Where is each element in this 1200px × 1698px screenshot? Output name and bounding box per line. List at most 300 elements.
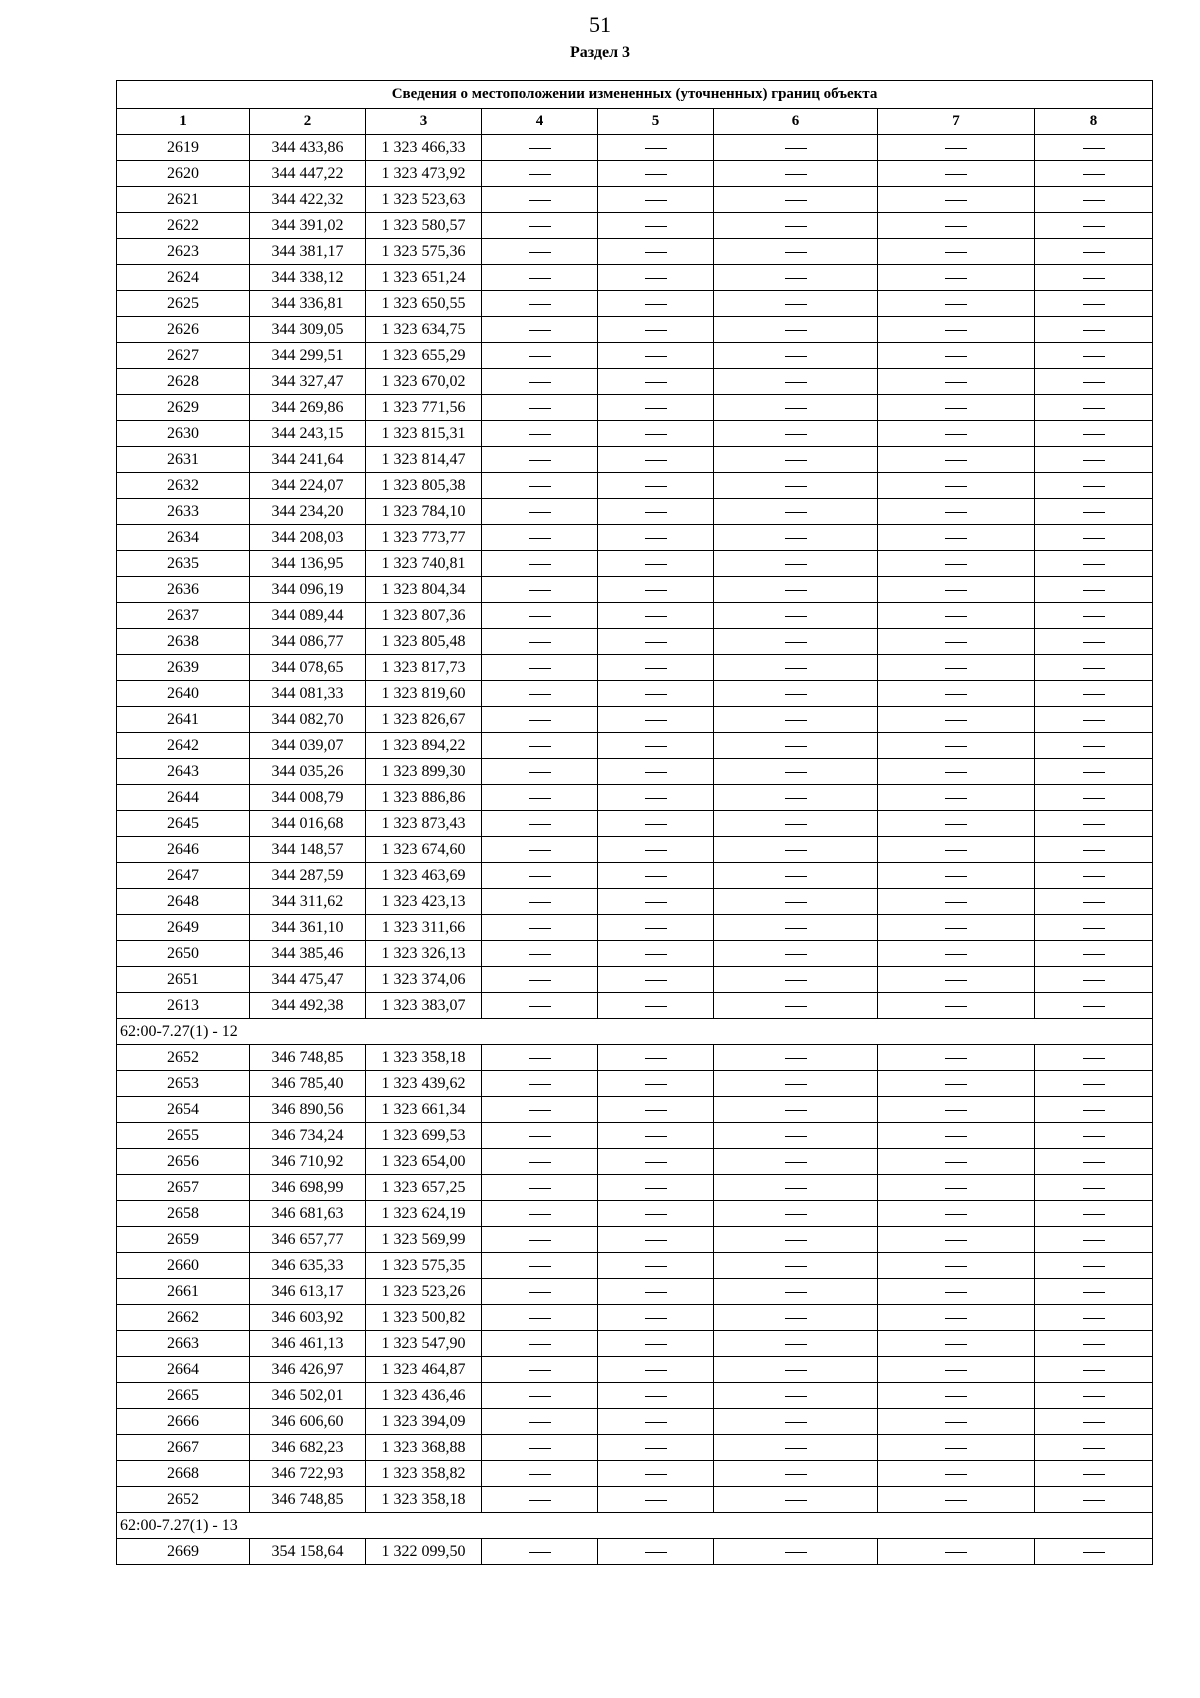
dash-mark xyxy=(529,642,551,643)
dash-mark xyxy=(529,694,551,695)
empty-value-cell xyxy=(878,603,1035,629)
empty-value-cell xyxy=(598,863,714,889)
dash-mark xyxy=(645,1292,667,1293)
point-number: 2639 xyxy=(117,655,250,681)
coordinate-x: 344 385,46 xyxy=(250,941,366,967)
empty-value-cell xyxy=(714,1539,878,1565)
dash-mark xyxy=(1083,772,1105,773)
empty-value-cell xyxy=(482,161,598,187)
point-number: 2628 xyxy=(117,369,250,395)
coordinate-x: 344 475,47 xyxy=(250,967,366,993)
coordinate-x: 344 311,62 xyxy=(250,889,366,915)
empty-value-cell xyxy=(878,1175,1035,1201)
empty-value-cell xyxy=(1035,837,1153,863)
dash-mark xyxy=(785,252,807,253)
empty-value-cell xyxy=(1035,1201,1153,1227)
table-row xyxy=(117,369,1153,395)
empty-value-cell xyxy=(598,499,714,525)
empty-value-cell xyxy=(1035,1435,1153,1461)
empty-value-cell xyxy=(482,1175,598,1201)
dash-mark xyxy=(945,148,967,149)
dash-mark xyxy=(945,434,967,435)
empty-value-cell xyxy=(598,239,714,265)
dash-mark xyxy=(645,616,667,617)
empty-value-cell xyxy=(878,577,1035,603)
point-number: 2647 xyxy=(117,863,250,889)
empty-value-cell xyxy=(878,239,1035,265)
dash-mark xyxy=(785,1006,807,1007)
empty-value-cell xyxy=(1035,213,1153,239)
dash-mark xyxy=(945,460,967,461)
dash-mark xyxy=(785,824,807,825)
empty-value-cell xyxy=(878,499,1035,525)
empty-value-cell xyxy=(878,941,1035,967)
coordinate-x: 344 096,19 xyxy=(250,577,366,603)
dash-mark xyxy=(529,590,551,591)
point-number: 2643 xyxy=(117,759,250,785)
coordinate-y: 1 323 569,99 xyxy=(366,1227,482,1253)
empty-value-cell xyxy=(714,473,878,499)
coordinate-y: 1 323 523,26 xyxy=(366,1279,482,1305)
dash-mark xyxy=(529,382,551,383)
dash-mark xyxy=(645,720,667,721)
point-number: 2662 xyxy=(117,1305,250,1331)
empty-value-cell xyxy=(714,759,878,785)
dash-mark xyxy=(1083,616,1105,617)
empty-value-cell xyxy=(878,655,1035,681)
empty-value-cell xyxy=(598,837,714,863)
dash-mark xyxy=(645,1318,667,1319)
empty-value-cell xyxy=(714,889,878,915)
point-number: 2634 xyxy=(117,525,250,551)
dash-mark xyxy=(645,668,667,669)
coordinate-y: 1 323 368,88 xyxy=(366,1435,482,1461)
empty-value-cell xyxy=(1035,291,1153,317)
coordinate-y: 1 323 358,18 xyxy=(366,1045,482,1071)
empty-value-cell xyxy=(1035,603,1153,629)
dash-mark xyxy=(529,954,551,955)
dash-mark xyxy=(785,226,807,227)
coordinate-y: 1 323 575,36 xyxy=(366,239,482,265)
empty-value-cell xyxy=(482,577,598,603)
point-number: 2633 xyxy=(117,499,250,525)
empty-value-cell xyxy=(482,1279,598,1305)
column-number: 2 xyxy=(250,109,366,135)
dash-mark xyxy=(1083,798,1105,799)
dash-mark xyxy=(1083,1474,1105,1475)
dash-mark xyxy=(529,720,551,721)
empty-value-cell xyxy=(482,1071,598,1097)
dash-mark xyxy=(785,928,807,929)
point-number: 2641 xyxy=(117,707,250,733)
dash-mark xyxy=(1083,1058,1105,1059)
dash-mark xyxy=(785,382,807,383)
table-row xyxy=(117,1461,1153,1487)
coordinate-x: 346 681,63 xyxy=(250,1201,366,1227)
table-row xyxy=(117,1487,1153,1513)
dash-mark xyxy=(645,408,667,409)
empty-value-cell xyxy=(1035,161,1153,187)
empty-value-cell xyxy=(598,1123,714,1149)
empty-value-cell xyxy=(482,629,598,655)
empty-value-cell xyxy=(598,759,714,785)
boundary-coordinates-table xyxy=(116,80,1153,1565)
dash-mark xyxy=(945,1318,967,1319)
coordinate-y: 1 323 624,19 xyxy=(366,1201,482,1227)
dash-mark xyxy=(1083,330,1105,331)
dash-mark xyxy=(529,1266,551,1267)
empty-value-cell xyxy=(598,1305,714,1331)
coordinate-y: 1 323 439,62 xyxy=(366,1071,482,1097)
table-row xyxy=(117,187,1153,213)
dash-mark xyxy=(945,954,967,955)
empty-value-cell xyxy=(878,915,1035,941)
coordinate-x: 346 461,13 xyxy=(250,1331,366,1357)
empty-value-cell xyxy=(714,525,878,551)
dash-mark xyxy=(945,1214,967,1215)
empty-value-cell xyxy=(598,1279,714,1305)
dash-mark xyxy=(945,616,967,617)
dash-mark xyxy=(945,876,967,877)
column-number: 7 xyxy=(878,109,1035,135)
dash-mark xyxy=(645,200,667,201)
coordinate-y: 1 323 654,00 xyxy=(366,1149,482,1175)
dash-mark xyxy=(785,538,807,539)
dash-mark xyxy=(945,798,967,799)
dash-mark xyxy=(645,928,667,929)
empty-value-cell xyxy=(878,1357,1035,1383)
empty-value-cell xyxy=(598,655,714,681)
empty-value-cell xyxy=(1035,421,1153,447)
point-number: 2657 xyxy=(117,1175,250,1201)
coordinate-y: 1 323 804,34 xyxy=(366,577,482,603)
dash-mark xyxy=(529,1448,551,1449)
dash-mark xyxy=(645,1448,667,1449)
empty-value-cell xyxy=(714,681,878,707)
empty-value-cell xyxy=(598,1227,714,1253)
table-row xyxy=(117,941,1153,967)
dash-mark xyxy=(529,1396,551,1397)
dash-mark xyxy=(645,148,667,149)
dash-mark xyxy=(645,1396,667,1397)
empty-value-cell xyxy=(878,317,1035,343)
dash-mark xyxy=(1083,1500,1105,1501)
dash-mark xyxy=(1083,902,1105,903)
column-number: 1 xyxy=(117,109,250,135)
empty-value-cell xyxy=(482,941,598,967)
dash-mark xyxy=(1083,1162,1105,1163)
empty-value-cell xyxy=(1035,759,1153,785)
dash-mark xyxy=(945,824,967,825)
dash-mark xyxy=(645,434,667,435)
dash-mark xyxy=(1083,434,1105,435)
dash-mark xyxy=(1083,642,1105,643)
dash-mark xyxy=(785,1058,807,1059)
dash-mark xyxy=(945,512,967,513)
dash-mark xyxy=(1083,1084,1105,1085)
dash-mark xyxy=(645,356,667,357)
empty-value-cell xyxy=(482,681,598,707)
point-number: 2658 xyxy=(117,1201,250,1227)
empty-value-cell xyxy=(598,785,714,811)
empty-value-cell xyxy=(878,681,1035,707)
table-row xyxy=(117,1357,1153,1383)
empty-value-cell xyxy=(482,1383,598,1409)
empty-value-cell xyxy=(1035,447,1153,473)
dash-mark xyxy=(529,1214,551,1215)
coordinate-x: 344 081,33 xyxy=(250,681,366,707)
empty-value-cell xyxy=(1035,1305,1153,1331)
coordinate-y: 1 323 807,36 xyxy=(366,603,482,629)
table-row xyxy=(117,1175,1153,1201)
empty-value-cell xyxy=(598,213,714,239)
coordinate-x: 344 447,22 xyxy=(250,161,366,187)
dash-mark xyxy=(645,252,667,253)
empty-value-cell xyxy=(598,707,714,733)
empty-value-cell xyxy=(714,1149,878,1175)
dash-mark xyxy=(529,304,551,305)
table-row xyxy=(117,1201,1153,1227)
dash-mark xyxy=(945,304,967,305)
dash-mark xyxy=(529,1084,551,1085)
coordinate-y: 1 323 873,43 xyxy=(366,811,482,837)
dash-mark xyxy=(945,1292,967,1293)
empty-value-cell xyxy=(878,967,1035,993)
point-number: 2623 xyxy=(117,239,250,265)
empty-value-cell xyxy=(1035,889,1153,915)
empty-value-cell xyxy=(1035,499,1153,525)
empty-value-cell xyxy=(482,499,598,525)
empty-value-cell xyxy=(598,1435,714,1461)
dash-mark xyxy=(1083,850,1105,851)
point-number: 2652 xyxy=(117,1487,250,1513)
coordinate-y: 1 323 817,73 xyxy=(366,655,482,681)
empty-value-cell xyxy=(878,1409,1035,1435)
dash-mark xyxy=(1083,252,1105,253)
dash-mark xyxy=(529,174,551,175)
empty-value-cell xyxy=(714,707,878,733)
empty-value-cell xyxy=(1035,1357,1153,1383)
coordinate-y: 1 323 771,56 xyxy=(366,395,482,421)
empty-value-cell xyxy=(598,187,714,213)
empty-value-cell xyxy=(878,1097,1035,1123)
empty-value-cell xyxy=(1035,941,1153,967)
dash-mark xyxy=(785,1214,807,1215)
empty-value-cell xyxy=(598,1331,714,1357)
dash-mark xyxy=(529,1422,551,1423)
empty-value-cell xyxy=(1035,811,1153,837)
empty-value-cell xyxy=(1035,1097,1153,1123)
dash-mark xyxy=(645,564,667,565)
table-row xyxy=(117,1539,1153,1565)
coordinate-y: 1 323 661,34 xyxy=(366,1097,482,1123)
table-row xyxy=(117,707,1153,733)
dash-mark xyxy=(529,200,551,201)
table-row xyxy=(117,655,1153,681)
dash-mark xyxy=(785,278,807,279)
table-row xyxy=(117,213,1153,239)
dash-mark xyxy=(645,980,667,981)
dash-mark xyxy=(785,1240,807,1241)
empty-value-cell xyxy=(878,1435,1035,1461)
empty-value-cell xyxy=(714,265,878,291)
point-number: 2620 xyxy=(117,161,250,187)
empty-value-cell xyxy=(598,967,714,993)
empty-value-cell xyxy=(878,1461,1035,1487)
dash-mark xyxy=(529,330,551,331)
dash-mark xyxy=(785,200,807,201)
coordinate-y: 1 323 394,09 xyxy=(366,1409,482,1435)
coordinate-x: 346 890,56 xyxy=(250,1097,366,1123)
coordinate-x: 344 338,12 xyxy=(250,265,366,291)
empty-value-cell xyxy=(878,707,1035,733)
coordinate-x: 344 208,03 xyxy=(250,525,366,551)
empty-value-cell xyxy=(482,1123,598,1149)
dash-mark xyxy=(529,616,551,617)
dash-mark xyxy=(529,746,551,747)
table-row xyxy=(117,551,1153,577)
point-number: 2661 xyxy=(117,1279,250,1305)
coordinate-y: 1 323 523,63 xyxy=(366,187,482,213)
empty-value-cell xyxy=(598,1175,714,1201)
dash-mark xyxy=(945,642,967,643)
dash-mark xyxy=(645,876,667,877)
table-row xyxy=(117,1149,1153,1175)
empty-value-cell xyxy=(878,629,1035,655)
empty-value-cell xyxy=(878,369,1035,395)
dash-mark xyxy=(785,694,807,695)
dash-mark xyxy=(945,850,967,851)
coordinate-y: 1 323 311,66 xyxy=(366,915,482,941)
dash-mark xyxy=(945,694,967,695)
empty-value-cell xyxy=(714,1383,878,1409)
empty-value-cell xyxy=(598,941,714,967)
dash-mark xyxy=(945,668,967,669)
point-number: 2642 xyxy=(117,733,250,759)
dash-mark xyxy=(529,850,551,851)
coordinate-x: 344 287,59 xyxy=(250,863,366,889)
empty-value-cell xyxy=(878,265,1035,291)
dash-mark xyxy=(529,1474,551,1475)
dash-mark xyxy=(1083,174,1105,175)
empty-value-cell xyxy=(714,603,878,629)
empty-value-cell xyxy=(1035,733,1153,759)
empty-value-cell xyxy=(1035,915,1153,941)
coordinate-x: 346 682,23 xyxy=(250,1435,366,1461)
coordinate-x: 344 269,86 xyxy=(250,395,366,421)
page-number: 51 xyxy=(589,12,611,37)
empty-value-cell xyxy=(598,161,714,187)
dash-mark xyxy=(785,1292,807,1293)
point-number: 2627 xyxy=(117,343,250,369)
table-row xyxy=(117,1305,1153,1331)
coordinate-x: 346 722,93 xyxy=(250,1461,366,1487)
point-number: 2651 xyxy=(117,967,250,993)
empty-value-cell xyxy=(482,889,598,915)
table-row xyxy=(117,1071,1153,1097)
coordinate-y: 1 323 466,33 xyxy=(366,135,482,161)
dash-mark xyxy=(645,1552,667,1553)
point-number: 2625 xyxy=(117,291,250,317)
dash-mark xyxy=(1083,1266,1105,1267)
empty-value-cell xyxy=(878,1487,1035,1513)
empty-value-cell xyxy=(598,343,714,369)
point-number: 2631 xyxy=(117,447,250,473)
group-heading-row xyxy=(117,1513,1153,1539)
empty-value-cell xyxy=(878,1227,1035,1253)
dash-mark xyxy=(645,330,667,331)
empty-value-cell xyxy=(878,785,1035,811)
dash-mark xyxy=(785,1188,807,1189)
point-number: 2619 xyxy=(117,135,250,161)
dash-mark xyxy=(1083,1422,1105,1423)
empty-value-cell xyxy=(714,1331,878,1357)
coordinate-x: 354 158,64 xyxy=(250,1539,366,1565)
dash-mark xyxy=(1083,1370,1105,1371)
dash-mark xyxy=(945,1500,967,1501)
empty-value-cell xyxy=(1035,525,1153,551)
empty-value-cell xyxy=(878,1279,1035,1305)
coordinate-x: 344 327,47 xyxy=(250,369,366,395)
coordinate-y: 1 323 899,30 xyxy=(366,759,482,785)
empty-value-cell xyxy=(598,265,714,291)
empty-value-cell xyxy=(482,1539,598,1565)
dash-mark xyxy=(945,1084,967,1085)
coordinate-y: 1 323 740,81 xyxy=(366,551,482,577)
dash-mark xyxy=(1083,148,1105,149)
coordinate-x: 344 016,68 xyxy=(250,811,366,837)
dash-mark xyxy=(945,330,967,331)
coordinate-x: 344 433,86 xyxy=(250,135,366,161)
empty-value-cell xyxy=(1035,343,1153,369)
empty-value-cell xyxy=(714,161,878,187)
empty-value-cell xyxy=(482,759,598,785)
dash-mark xyxy=(945,1344,967,1345)
dash-mark xyxy=(785,304,807,305)
empty-value-cell xyxy=(482,1227,598,1253)
empty-value-cell xyxy=(598,1201,714,1227)
point-number: 2649 xyxy=(117,915,250,941)
empty-value-cell xyxy=(598,317,714,343)
dash-mark xyxy=(645,694,667,695)
coordinate-y: 1 323 894,22 xyxy=(366,733,482,759)
coordinate-y: 1 323 886,86 xyxy=(366,785,482,811)
coordinate-y: 1 323 374,06 xyxy=(366,967,482,993)
empty-value-cell xyxy=(598,1461,714,1487)
table-row xyxy=(117,239,1153,265)
empty-value-cell xyxy=(1035,577,1153,603)
coordinate-y: 1 323 358,18 xyxy=(366,1487,482,1513)
empty-value-cell xyxy=(878,447,1035,473)
coordinate-x: 346 698,99 xyxy=(250,1175,366,1201)
empty-value-cell xyxy=(598,1409,714,1435)
coordinate-x: 344 361,10 xyxy=(250,915,366,941)
empty-value-cell xyxy=(714,421,878,447)
coordinate-y: 1 323 655,29 xyxy=(366,343,482,369)
coordinate-x: 344 299,51 xyxy=(250,343,366,369)
dash-mark xyxy=(645,1370,667,1371)
dash-mark xyxy=(645,278,667,279)
coordinate-y: 1 323 826,67 xyxy=(366,707,482,733)
empty-value-cell xyxy=(1035,265,1153,291)
dash-mark xyxy=(645,954,667,955)
empty-value-cell xyxy=(714,863,878,889)
dash-mark xyxy=(645,772,667,773)
point-number: 2655 xyxy=(117,1123,250,1149)
dash-mark xyxy=(645,642,667,643)
table-row xyxy=(117,915,1153,941)
dash-mark xyxy=(1083,746,1105,747)
